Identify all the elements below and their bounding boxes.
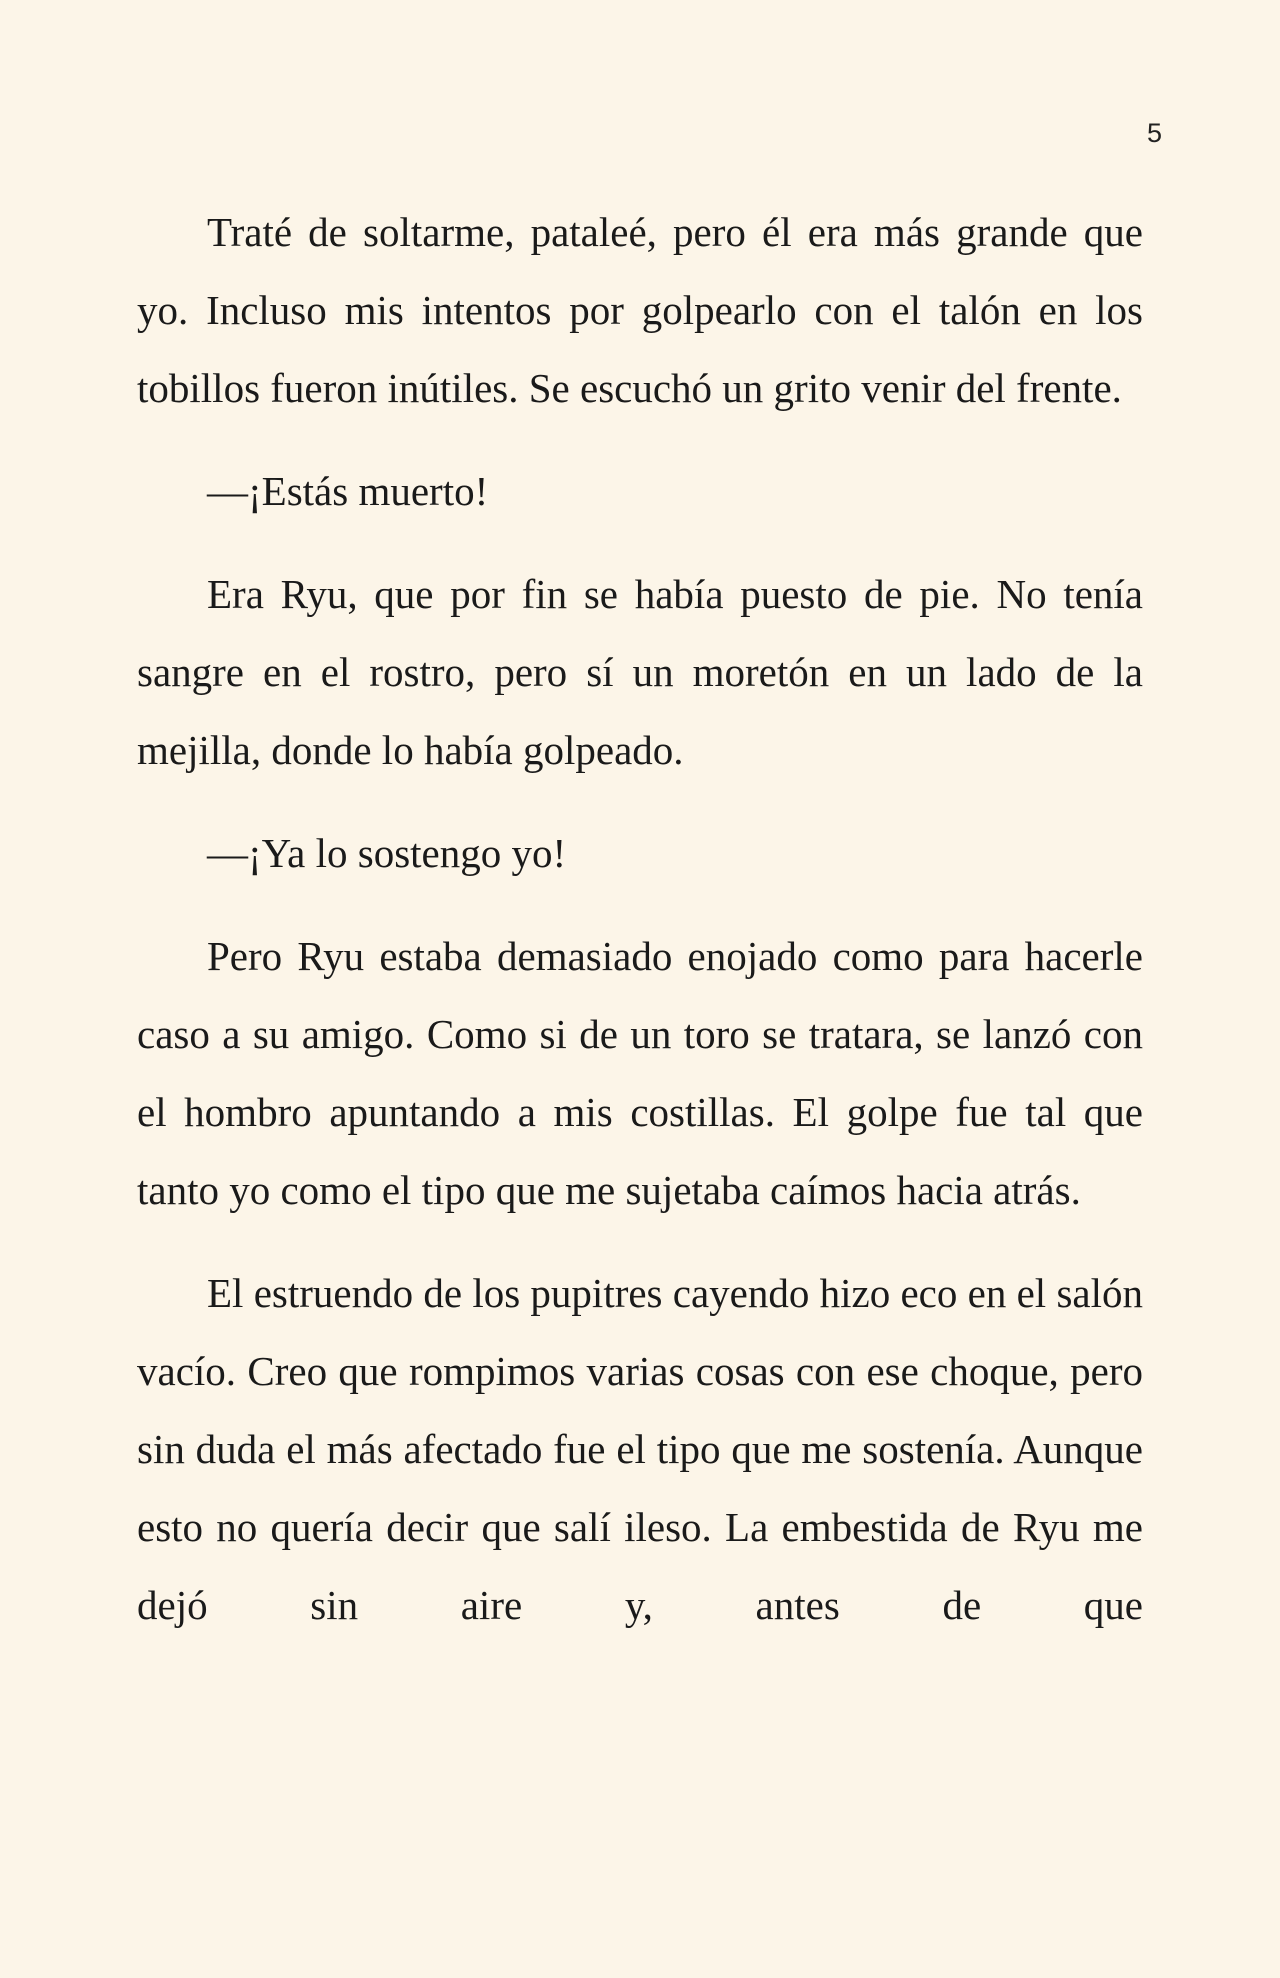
paragraph: —¡Ya lo sostengo yo!: [207, 830, 567, 876]
text-body: [137, 193, 1143, 1669]
paragraph: Pero Ryu estaba demasiado enojado como para hacerle caso a su amigo. Como si de un toro se tratara, se lanzó con el hombro apuntando a mis costillas. El golpe fue tal que tanto yo como el tipo que me sujetaba caímos hacia atrás.: [137, 933, 1143, 1213]
paragraph: Era Ryu, que por fin se había puesto de pie. No tenía sangre en el rostro, pero sí un moretón en un lado de la mejilla, donde lo había golpeado.: [137, 571, 1143, 773]
paragraph: Traté de soltarme, pataleé, pero él era más grande que yo. Incluso mis intentos por golpearlo con el talón en los tobillos fueron inútiles. Se escuchó un grito venir del frente.: [137, 209, 1143, 411]
page-number: 5: [1146, 118, 1162, 148]
paragraph: —¡Estás muerto!: [207, 468, 489, 514]
paragraph: El estruendo de los pupitres cayendo hizo eco en el salón vacío. Creo que rompimos varias cosas con ese choque, pero sin duda el más afectado fue el tipo que me sostenía. Aunque esto no quería decir que salí ileso. La embestida de Ryu me dejó sin aire y, antes de que: [137, 1270, 1143, 1628]
